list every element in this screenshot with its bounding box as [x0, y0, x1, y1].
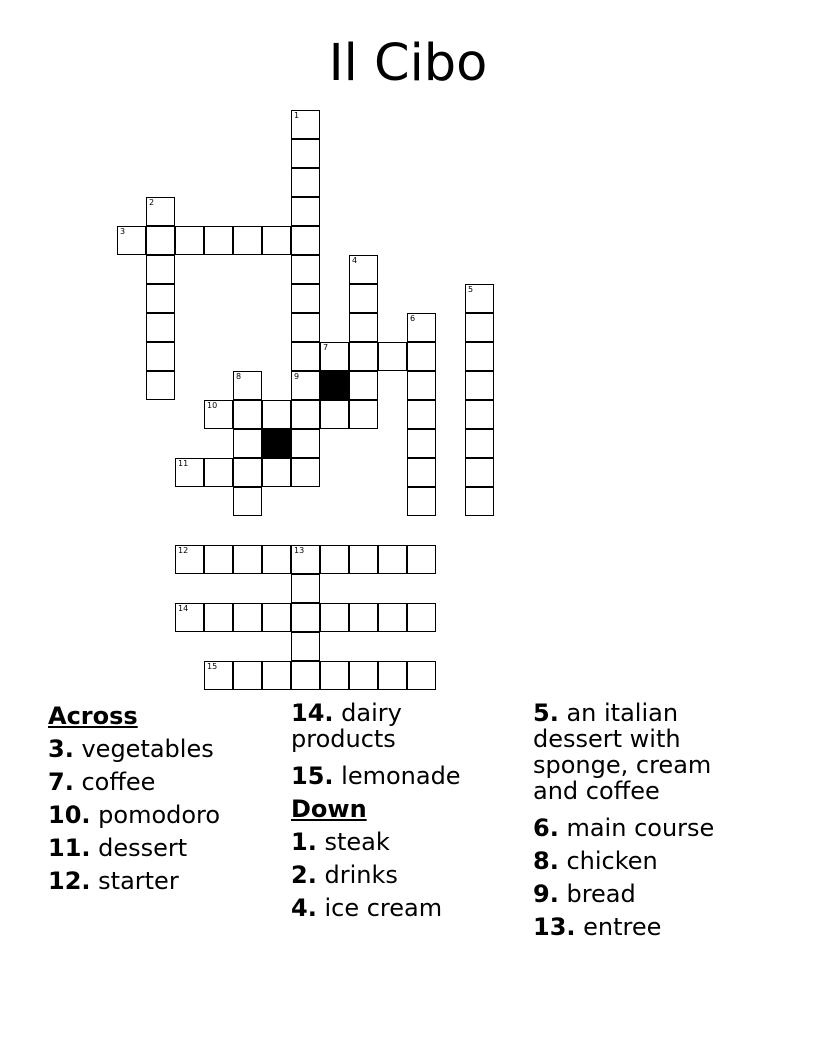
clue-down-13[interactable]: 13. entree — [533, 913, 662, 941]
clue-column-3 — [533, 700, 773, 944]
grid-cell[interactable] — [291, 371, 320, 400]
grid-cell[interactable] — [204, 603, 233, 632]
grid-cell[interactable] — [407, 487, 436, 516]
grid-cell[interactable] — [146, 197, 175, 226]
grid-cell[interactable] — [262, 545, 291, 574]
clue-across-10[interactable]: 10. pomodoro — [48, 801, 221, 829]
clue-down-9[interactable]: 9. bread — [533, 880, 636, 908]
grid-cell[interactable] — [349, 255, 378, 284]
grid-cell[interactable] — [407, 545, 436, 574]
clue-number: 15 — [207, 662, 218, 671]
clue-down-4[interactable]: 4. ice cream — [291, 894, 443, 922]
clue-down-1[interactable]: 1. steak — [291, 828, 390, 856]
grid-cell[interactable] — [465, 342, 494, 371]
clue-down-2[interactable]: 2. drinks — [291, 861, 398, 889]
clue-across-3[interactable]: 3. vegetables — [48, 735, 214, 763]
grid-cell[interactable] — [465, 400, 494, 429]
grid-cell[interactable] — [291, 197, 320, 226]
grid-cell[interactable] — [146, 255, 175, 284]
clue-number: 11 — [178, 459, 189, 468]
black-cell — [320, 371, 349, 400]
clue-down-6[interactable]: 6. main course — [533, 814, 715, 842]
grid-cell[interactable] — [407, 313, 436, 342]
grid-cell[interactable] — [204, 400, 233, 429]
grid-cell[interactable] — [320, 603, 349, 632]
grid-cell[interactable] — [291, 313, 320, 342]
down-heading: Down — [291, 795, 367, 823]
puzzle-title: Il Cibo — [328, 34, 488, 93]
grid-cell[interactable] — [407, 458, 436, 487]
clue-column-2 — [291, 700, 521, 925]
grid-cell[interactable] — [320, 545, 349, 574]
grid-cell[interactable] — [175, 458, 204, 487]
clue-across-15[interactable]: 15. lemonade — [291, 762, 461, 790]
grid-cell[interactable] — [204, 458, 233, 487]
grid-cell[interactable] — [349, 545, 378, 574]
grid-cell[interactable] — [291, 168, 320, 197]
clue-number: 12 — [178, 546, 189, 555]
clue-number: 6 — [410, 314, 416, 323]
grid-cell[interactable] — [291, 632, 320, 661]
grid-cell[interactable] — [320, 400, 349, 429]
grid-cell[interactable] — [146, 313, 175, 342]
grid-cell[interactable] — [320, 661, 349, 690]
grid-cell[interactable] — [349, 603, 378, 632]
grid-cell[interactable] — [465, 284, 494, 313]
clue-number: 3 — [120, 227, 126, 236]
grid-cell[interactable] — [204, 545, 233, 574]
clue-number: 7 — [323, 343, 329, 352]
grid-cell[interactable] — [233, 545, 262, 574]
grid-cell[interactable] — [349, 342, 378, 371]
grid-cell[interactable] — [378, 545, 407, 574]
grid-cell[interactable] — [291, 284, 320, 313]
grid-cell[interactable] — [146, 284, 175, 313]
grid-cell[interactable] — [204, 226, 233, 255]
grid-cell[interactable] — [233, 429, 262, 458]
grid-cell[interactable] — [407, 342, 436, 371]
grid-cell[interactable] — [291, 429, 320, 458]
grid-cell[interactable] — [465, 313, 494, 342]
clue-number: 5 — [468, 285, 474, 294]
grid-cell[interactable] — [407, 371, 436, 400]
clue-across-7[interactable]: 7. coffee — [48, 768, 156, 796]
grid-cell[interactable] — [291, 661, 320, 690]
grid-cell[interactable] — [291, 400, 320, 429]
grid-cell[interactable] — [262, 458, 291, 487]
grid-cell[interactable] — [291, 226, 320, 255]
grid-cell[interactable] — [465, 487, 494, 516]
grid-cell[interactable] — [291, 545, 320, 574]
clue-down-8[interactable]: 8. chicken — [533, 847, 658, 875]
grid-cell[interactable] — [175, 226, 204, 255]
clue-number: 10 — [207, 401, 218, 410]
grid-cell[interactable] — [291, 458, 320, 487]
clue-number: 4 — [352, 256, 358, 265]
grid-cell[interactable] — [291, 574, 320, 603]
grid-cell[interactable] — [233, 487, 262, 516]
grid-cell[interactable] — [465, 371, 494, 400]
grid-cell[interactable] — [262, 226, 291, 255]
grid-cell[interactable] — [291, 110, 320, 139]
grid-cell[interactable] — [378, 603, 407, 632]
grid-cell[interactable] — [175, 545, 204, 574]
clue-across-14[interactable]: 14. dairy products — [291, 699, 402, 753]
grid-cell[interactable] — [349, 313, 378, 342]
clue-down-5[interactable]: 5. an italian dessert with sponge, cream and coffee — [533, 699, 712, 805]
grid-cell[interactable] — [146, 371, 175, 400]
grid-cell[interactable] — [378, 661, 407, 690]
grid-cell[interactable] — [407, 429, 436, 458]
clue-number: 1 — [294, 111, 300, 120]
grid-cell[interactable] — [117, 226, 146, 255]
grid-cell[interactable] — [378, 342, 407, 371]
grid-cell[interactable] — [465, 429, 494, 458]
grid-cell[interactable] — [233, 603, 262, 632]
clue-column-1 — [48, 700, 278, 898]
grid-cell[interactable] — [407, 400, 436, 429]
grid-cell[interactable] — [407, 603, 436, 632]
clue-across-11[interactable]: 11. dessert — [48, 834, 188, 862]
grid-cell[interactable] — [204, 661, 233, 690]
grid-cell[interactable] — [291, 255, 320, 284]
clue-number: 8 — [236, 372, 242, 381]
grid-cell[interactable] — [262, 661, 291, 690]
grid-cell[interactable] — [291, 342, 320, 371]
grid-cell[interactable] — [233, 226, 262, 255]
clue-across-12[interactable]: 12. starter — [48, 867, 179, 895]
across-heading: Across — [48, 702, 138, 730]
grid-cell[interactable] — [349, 284, 378, 313]
grid-cell[interactable] — [146, 226, 175, 255]
grid-cell[interactable] — [262, 603, 291, 632]
clue-number: 9 — [294, 372, 300, 381]
grid-cell[interactable] — [175, 603, 204, 632]
grid-cell[interactable] — [262, 400, 291, 429]
grid-cell[interactable] — [233, 400, 262, 429]
grid-cell[interactable] — [233, 371, 262, 400]
grid-cell[interactable] — [320, 342, 349, 371]
clue-number: 2 — [149, 198, 155, 207]
clue-number: 13 — [294, 546, 305, 555]
grid-cell[interactable] — [233, 661, 262, 690]
grid-cell[interactable] — [233, 458, 262, 487]
grid-cell[interactable] — [146, 342, 175, 371]
clue-number: 14 — [178, 604, 189, 613]
grid-cell[interactable] — [407, 661, 436, 690]
grid-cell[interactable] — [291, 139, 320, 168]
grid-cell[interactable] — [465, 458, 494, 487]
grid-cell[interactable] — [291, 603, 320, 632]
grid-cell[interactable] — [349, 661, 378, 690]
black-cell — [262, 429, 291, 458]
grid-cell[interactable] — [349, 371, 378, 400]
grid-cell[interactable] — [349, 400, 378, 429]
